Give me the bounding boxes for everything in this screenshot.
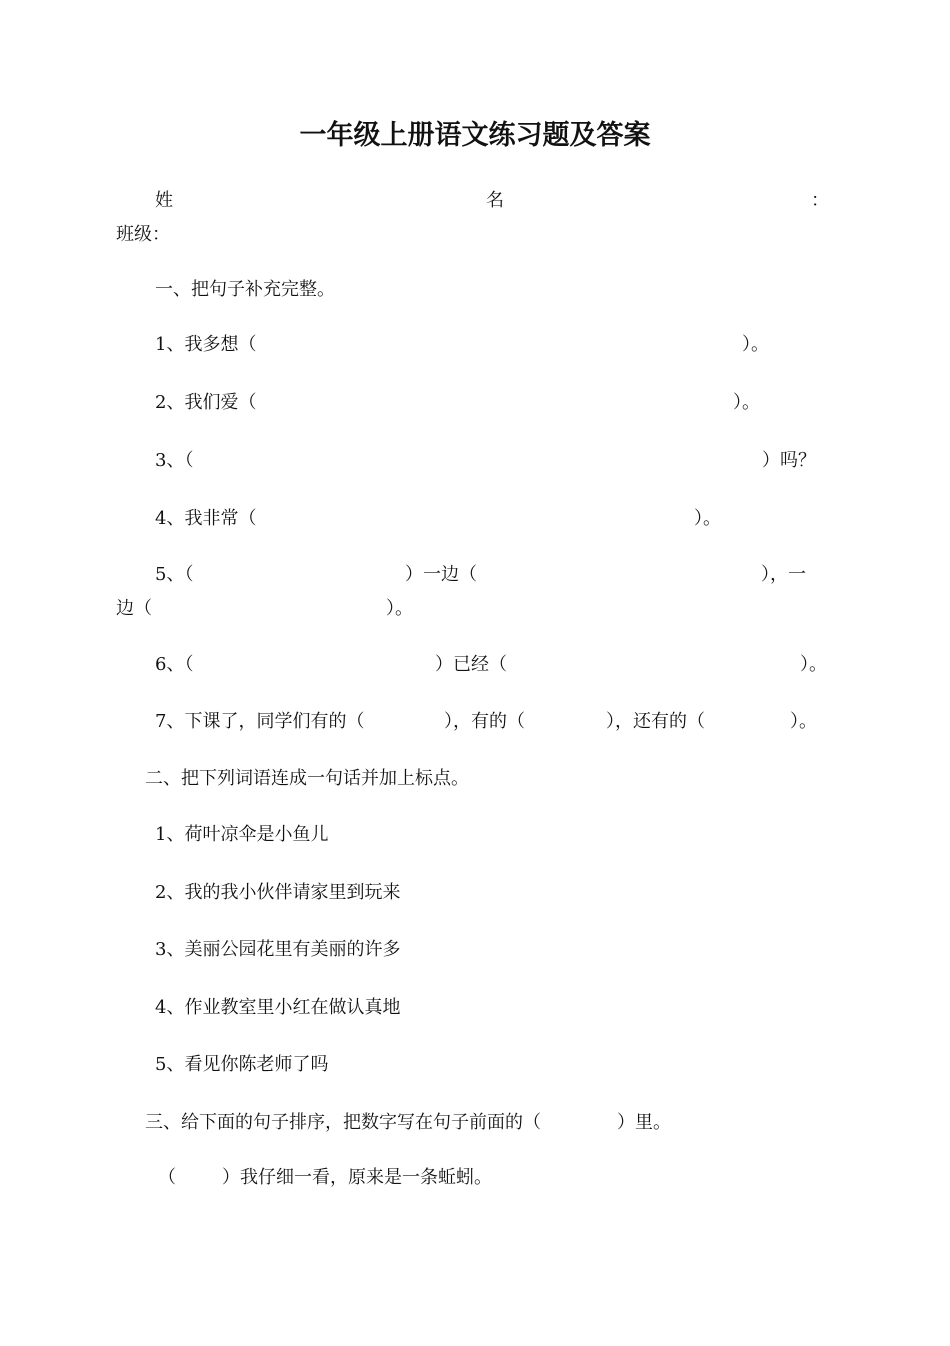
name-label-second: 名 [486, 190, 504, 211]
section3-heading-close: ）里。 [617, 1112, 671, 1133]
q3-close: ）吗？ [762, 450, 816, 471]
section2-heading: 二、把下列词语连成一句话并加上标点。 [145, 768, 469, 789]
q5-close: ）。 [386, 598, 413, 619]
q3-prompt: 3、（ [155, 450, 194, 471]
q5-middle: ）一边（ [405, 564, 477, 585]
section2-item-2: 2、我的我小伙伴请家里到玩来 [155, 882, 401, 903]
q1-close: ）。 [742, 334, 769, 355]
class-label: 班级： [116, 224, 170, 245]
q7-part2: ），有的（ [444, 711, 525, 732]
q7-close: ）。 [790, 711, 817, 732]
page-title: 一年级上册语文练习题及答案 [299, 120, 651, 151]
q6-close: ）。 [800, 654, 827, 675]
section3-item-1: ）我仔细一看，原来是一条蚯蚓。 [222, 1167, 492, 1188]
section2-item-4: 4、作业教室里小红在做认真地 [155, 997, 401, 1018]
section2-item-5: 5、看见你陈老师了吗 [155, 1054, 329, 1075]
q1-prompt: 1、我多想（ [155, 334, 257, 355]
q2-close: ）。 [733, 392, 760, 413]
section2-item-3: 3、美丽公园花里有美丽的许多 [155, 939, 401, 960]
q6-middle: ）已经（ [435, 654, 507, 675]
q7-part3: ），还有的（ [606, 711, 705, 732]
name-label-first: 姓 [155, 190, 173, 211]
q5-prompt: 5、（ [155, 564, 194, 585]
q4-prompt: 4、我非常（ [155, 508, 257, 529]
q5-continuation: 边（ [116, 598, 152, 619]
section1-heading: 一、把句子补充完整。 [155, 279, 335, 300]
section3-item-1-paren: （ [158, 1167, 176, 1188]
name-colon: ： [811, 190, 829, 211]
q4-close: ）。 [694, 508, 721, 529]
q6-prompt: 6、（ [155, 654, 194, 675]
section3-heading: 三、给下面的句子排序，把数字写在句子前面的（ [145, 1112, 541, 1133]
q7-prompt: 7、下课了，同学们有的（ [155, 711, 365, 732]
q5-end: ），一 [761, 564, 806, 585]
q2-prompt: 2、我们爱（ [155, 392, 257, 413]
section2-item-1: 1、荷叶凉伞是小鱼儿 [155, 824, 329, 845]
